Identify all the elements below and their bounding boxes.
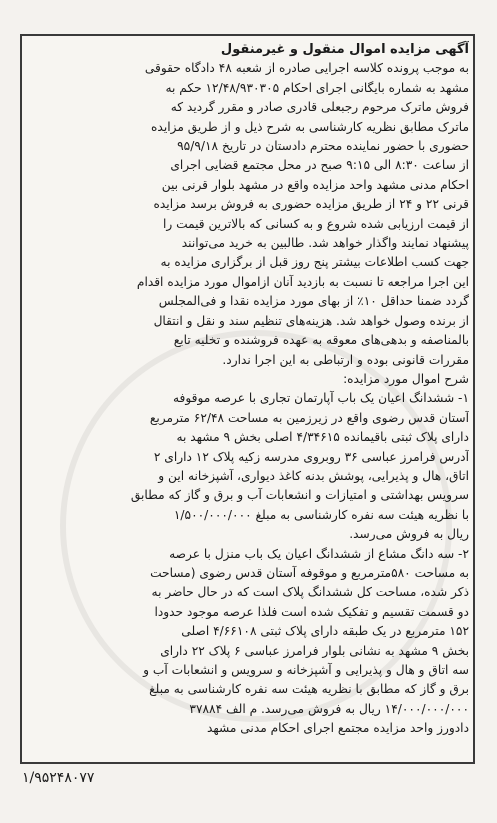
reference-number: ۱/۹۵۲۴۸۰۷۷	[22, 770, 95, 786]
item2-line: به مساحت ۵۸۰مترمربع و موقوفه آستان قدس رضوی (مساحت	[150, 565, 469, 580]
body-line: از برنده وصول خواهد شد. هزینه‌های تنظیم سند و نقل و انتقال	[153, 313, 469, 328]
body-line: پیشنهاد نمایند واگذار خواهد شد. طالبین به خرید می‌توانند	[181, 236, 469, 251]
item2-line: دو قسمت تقسیم و تفکیک شده است فلذا عرصه موجود حدودا	[154, 604, 469, 619]
item2-line: دادورز واحد مزایده مجتمع اجرای احکام مدنی مشهد	[206, 721, 469, 736]
items-heading: شرح اموال مورد مزایده:	[343, 371, 469, 386]
item2-line: ۱۴/۰۰۰/۰۰۰/۰۰۰ ریال به فروش می‌رسد. م الف ۳۷۸۸۴	[189, 701, 469, 716]
item-2	[26, 545, 469, 739]
notice-content	[26, 40, 469, 739]
notice-title: آگهی مزایده اموال منقول و غیرمنقول	[220, 42, 469, 57]
body-line: مقررات قانونی بوده و ارتباطی به این اجرا ندارد.	[222, 352, 469, 367]
body-line: از ساعت ۸:۳۰ الی ۹:۱۵ صبح در محل مجتمع قضایی اجرای	[170, 158, 469, 173]
notice-body	[26, 59, 469, 370]
body-line: جهت کسب اطلاعات بیشتر پنج روز قبل از برگزاری مزایده به	[160, 255, 469, 270]
body-line: فروش ماترک مرحوم رجبعلی قادری صادر و مقرر گردید که	[170, 100, 469, 115]
body-line: احکام مدنی مشهد واحد مزایده واقع در مشهد بلوار قرنی بین	[161, 177, 469, 192]
item2-line: بخش ۹ مشهد به نشانی بلوار فرامرز عباسی ۶ پلاک ۲۲ دارای	[160, 643, 469, 658]
item1-line: با نظریه هیئت سه نفره کارشناسی به مبلغ ۱/۵۰۰/۰۰۰/۰۰۰	[173, 507, 469, 522]
item-1	[26, 389, 469, 544]
body-line: ماترک مطابق نظریه کارشناسی به شرح ذیل و از طریق مزایده	[151, 119, 469, 134]
body-line: بالمناصفه و بدهی‌های معوقه به عهده فروشنده و تخلیه تابع	[173, 333, 469, 348]
item1-line: ۱- ششدانگ اعیان یک باب آپارتمان تجاری با عرصه موقوفه	[172, 391, 469, 406]
item1-line: ریال به فروش می‌رسد.	[349, 527, 469, 542]
item2-line: سه اتاق و هال و پذیرایی و آشپزخانه و سرویس و انشعابات آب و	[143, 663, 469, 677]
item1-line: آدرس فرامرز عباسی ۳۶ روبروی مدرسه زکیه پلاک ۱۲ دارای ۲	[153, 449, 469, 464]
body-line: گردد ضمنا حداقل ۱۰٪ از بهای مورد مزایده نقدا و فی‌المجلس	[158, 294, 469, 309]
item1-line: سرویس بهداشتی و امتیازات و انشعابات آب و برق و گاز که مطابق	[130, 488, 469, 503]
item1-line: دارای پلاک ثبتی باقیمانده ۴/۳۴۶۱۵ اصلی بخش ۹ مشهد به	[176, 430, 469, 445]
item2-line: ۲- سه دانگ مشاع از ششدانگ اعیان یک باب منزل با عرصه	[169, 546, 469, 561]
item2-line: ۱۵۲ مترمربع در یک طبقه دارای پلاک ثبتی ۴/۶۶۱۰۸ اصلی	[181, 624, 469, 639]
item1-line: آستان قدس رضوی واقع در زیرزمین به مساحت ۶۲/۴۸ مترمربع	[149, 410, 469, 425]
body-line: این اجرا مراجعه تا نسبت به بازدید آنان ازاموال مورد مزایده اقدام	[136, 274, 469, 289]
item2-line: ذکر شده، مساحت کل ششدانگ پلاک است که در حال حاضر به	[151, 585, 469, 600]
body-line: از قیمت ارزیابی شده شروع و به کسانی که بالاترین قیمت را	[162, 216, 469, 231]
item2-line: برق و گاز که مطابق با نظریه هیئت سه نفره کارشناسی به مبلغ	[149, 682, 469, 697]
body-line: به موجب پرونده کلاسه اجرایی صادره از شعبه ۴۸ دادگاه حقوقی	[144, 61, 469, 76]
body-line: مشهد به شماره بایگانی اجرای احکام ۱۲/۴۸/۹۳۰۳۰۵ حکم به	[165, 80, 469, 95]
item1-line: اتاق، هال و پذیرایی، پوشش بدنه کاغذ دیواری، آشپزخانه این و	[158, 468, 469, 483]
body-line: حضوری با حضور نماینده محترم دادستان در تاریخ ۹۵/۹/۱۸	[177, 139, 469, 154]
body-line: قرنی ۲۲ و ۲۴ از طریق مزایده حضوری به فروش برسد مزایده	[153, 197, 469, 212]
